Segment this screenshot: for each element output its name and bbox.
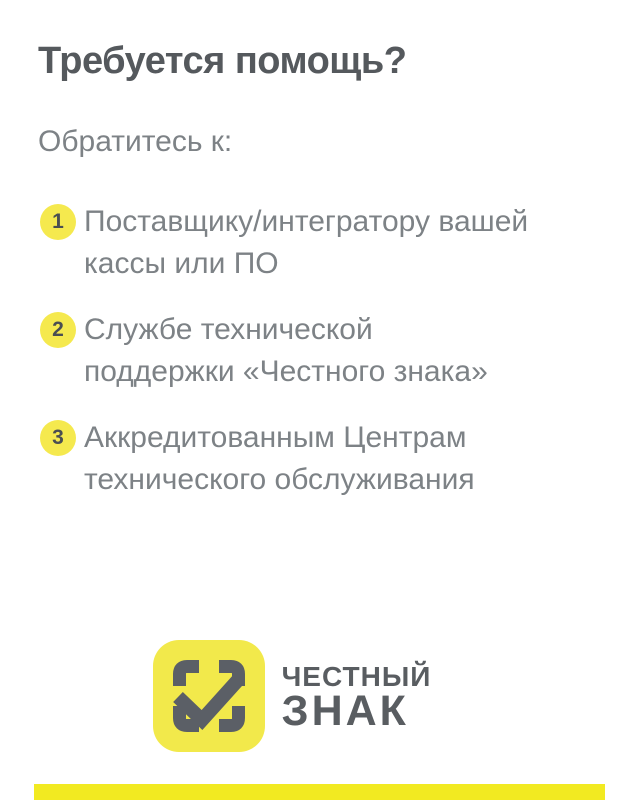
list-item-line: Службе технической [84, 313, 373, 346]
list-item-line: Поставщику/интегратору вашей [84, 205, 529, 238]
page-title: Требуется помощь? [38, 40, 407, 82]
brand-wordmark-line1: ЧЕСТНЫЙ [281, 661, 432, 692]
number-badge: 1 [40, 204, 76, 240]
number-badge: 2 [40, 312, 76, 348]
brand-wordmark-line2: ЗНАК [281, 687, 409, 735]
brand-wordmark [281, 661, 432, 735]
list-item-text [84, 201, 528, 285]
list-item [38, 309, 602, 393]
list-item-text [84, 309, 488, 393]
chestny-znak-scan-checkmark-icon [153, 640, 265, 752]
list-item-line: технического обслуживания [84, 463, 475, 496]
list-item-line: Аккредитованным Центрам [84, 421, 467, 454]
list-item-line: кассы или ПО [84, 247, 279, 280]
bottom-accent-bar [34, 784, 605, 800]
number-badge: 3 [40, 420, 76, 456]
chestny-znak-logo [0, 640, 612, 752]
list-item [38, 417, 602, 501]
help-contacts-list [38, 201, 602, 501]
list-item [38, 201, 602, 285]
page-subtitle: Обратитесь к: [38, 125, 233, 158]
list-item-text [84, 417, 475, 501]
list-item-line: поддержки «Честного знака» [84, 355, 488, 388]
